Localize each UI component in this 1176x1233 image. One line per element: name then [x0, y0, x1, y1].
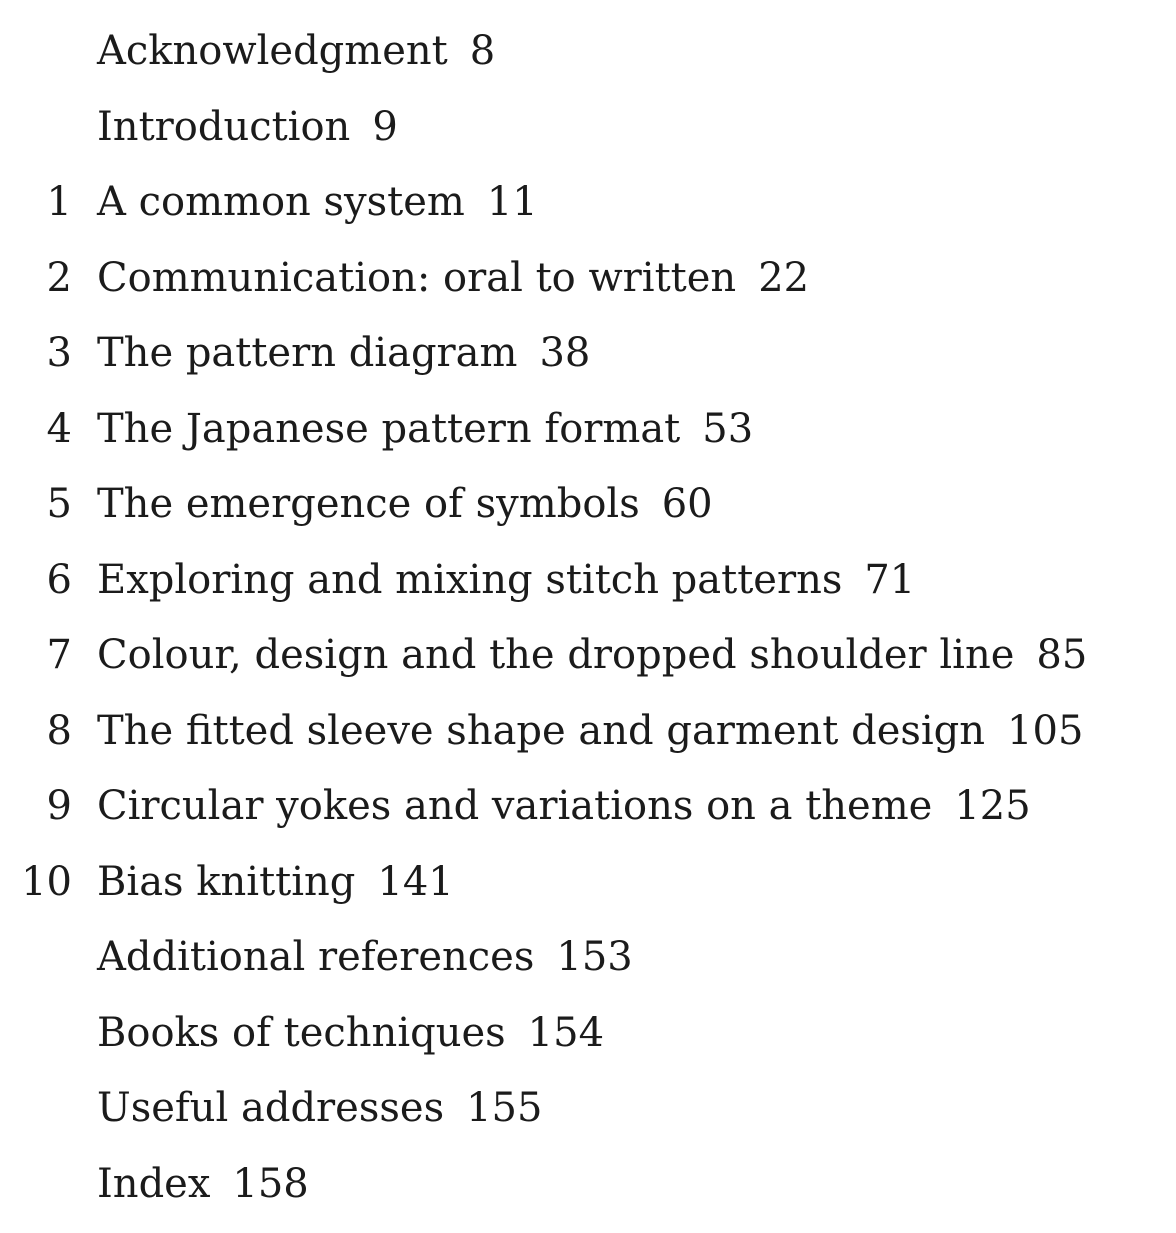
entry-page-number: 105 — [1007, 707, 1084, 754]
entry-title: Acknowledgment — [97, 28, 448, 74]
toc-entry-books-of-techniques[interactable] — [0, 996, 1176, 1072]
toc-entry-introduction[interactable] — [0, 90, 1176, 166]
entry-text — [97, 241, 809, 317]
chapter-number: 1 — [46, 179, 72, 225]
entry-page-number: 53 — [702, 405, 754, 452]
entry-title: The emergence of symbols — [97, 481, 640, 527]
toc-entry-chapter-1[interactable] — [0, 165, 1176, 241]
chapter-number: 8 — [46, 707, 72, 754]
entry-title: Additional references — [97, 934, 535, 980]
entry-title: Bias knitting — [97, 858, 356, 905]
chapter-number: 4 — [46, 405, 72, 452]
entry-text — [97, 14, 495, 90]
entry-title: A common system — [97, 179, 465, 225]
entry-page-number: 8 — [469, 28, 496, 74]
chapter-number: 9 — [46, 783, 72, 829]
entry-page-number: 85 — [1036, 632, 1088, 678]
toc-entry-chapter-8[interactable] — [0, 694, 1176, 770]
entry-page-number: 60 — [661, 481, 713, 527]
entry-page-number: 158 — [232, 1160, 309, 1207]
entry-title: Useful addresses — [97, 1085, 445, 1131]
entry-title: The Japanese pattern format — [97, 405, 681, 452]
toc-entry-chapter-7[interactable] — [0, 618, 1176, 694]
entry-page-number: 9 — [372, 103, 398, 150]
chapter-number: 3 — [46, 330, 72, 376]
chapter-number: 7 — [46, 632, 72, 678]
toc-entry-useful-addresses[interactable] — [0, 1071, 1176, 1147]
entry-page-number: 71 — [864, 556, 916, 603]
entry-title: Books of techniques — [97, 1009, 506, 1056]
table-of-contents — [0, 14, 1176, 1222]
entry-title: Communication: oral to written — [97, 254, 737, 301]
entry-title: Introduction — [97, 103, 351, 150]
toc-entry-index[interactable] — [0, 1147, 1176, 1223]
entry-text — [97, 694, 1083, 770]
entry-title: Exploring and mixing stitch patterns — [97, 556, 843, 603]
entry-text — [97, 1071, 542, 1147]
toc-entry-chapter-3[interactable] — [0, 316, 1176, 392]
entry-page-number: 155 — [466, 1085, 543, 1131]
entry-text — [97, 996, 604, 1072]
toc-entry-chapter-5[interactable] — [0, 467, 1176, 543]
chapter-number: 10 — [21, 858, 72, 905]
entry-page-number: 38 — [539, 330, 591, 376]
entry-page-number: 153 — [556, 934, 633, 980]
entry-page-number: 141 — [377, 858, 454, 905]
toc-entry-chapter-6[interactable] — [0, 543, 1176, 619]
toc-entry-additional-references[interactable] — [0, 920, 1176, 996]
entry-page-number: 22 — [758, 254, 810, 301]
toc-entry-acknowledgment[interactable] — [0, 14, 1176, 90]
toc-entry-chapter-4[interactable] — [0, 392, 1176, 468]
entry-title: The fitted sleeve shape and garment design — [97, 707, 986, 754]
entry-text — [97, 90, 398, 166]
entry-text — [97, 1147, 309, 1223]
entry-page-number: 11 — [486, 179, 538, 225]
entry-text — [97, 543, 915, 619]
entry-text — [97, 165, 538, 241]
entry-text — [97, 618, 1087, 694]
chapter-number: 2 — [46, 254, 72, 301]
chapter-number: 6 — [46, 556, 72, 603]
entry-text — [97, 769, 1031, 845]
entry-page-number: 125 — [954, 783, 1031, 829]
entry-title: Colour, design and the dropped shoulder line — [97, 632, 1015, 678]
toc-entry-chapter-10[interactable] — [0, 845, 1176, 921]
entry-text — [97, 920, 633, 996]
entry-title: The pattern diagram — [97, 330, 518, 376]
entry-page-number: 154 — [527, 1009, 605, 1056]
entry-text — [97, 467, 713, 543]
entry-text — [97, 845, 454, 921]
entry-title: Circular yokes and variations on a theme — [97, 783, 933, 829]
chapter-number: 5 — [46, 481, 72, 527]
entry-title: Index — [97, 1160, 211, 1207]
toc-entry-chapter-2[interactable] — [0, 241, 1176, 317]
entry-text — [97, 392, 753, 468]
toc-entry-chapter-9[interactable] — [0, 769, 1176, 845]
entry-text — [97, 316, 590, 392]
